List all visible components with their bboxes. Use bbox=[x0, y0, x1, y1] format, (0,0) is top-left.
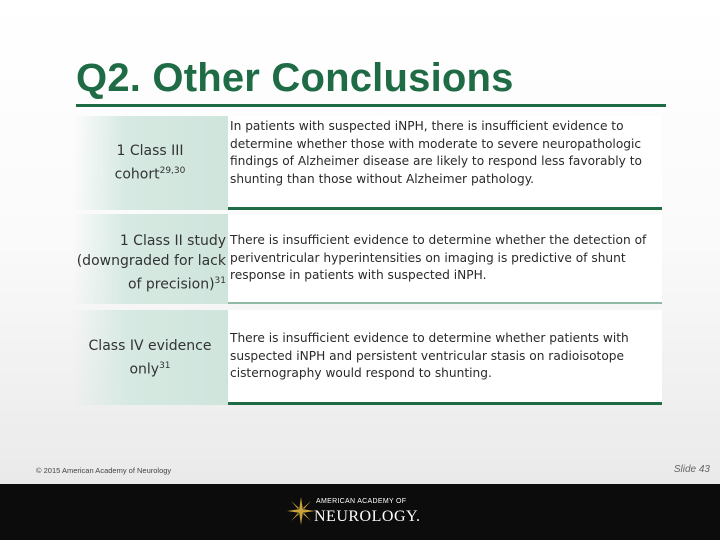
slide-title: Q2. Other Conclusions bbox=[76, 56, 514, 100]
conclusion-cell-2 bbox=[228, 214, 662, 304]
conclusion-cell-3 bbox=[228, 310, 662, 405]
logo-tagline: AMERICAN ACADEMY OF bbox=[316, 498, 407, 505]
evidence-label-1: 1 Class III cohort$^{29,30}$ bbox=[114, 143, 186, 183]
conclusion-text-3: There is insufficient evidence to determine whether patients with suspected iNPH and persistent ventricular stasis on radioisotope cisternography would respond to shunting. bbox=[230, 331, 629, 380]
row-divider-2 bbox=[228, 302, 662, 304]
evidence-cell-1 bbox=[72, 116, 228, 210]
evidence-cell-3 bbox=[72, 310, 228, 405]
slide-number: Slide 43 bbox=[673, 464, 710, 475]
logo-wordmark: NEUROLOGY. bbox=[314, 508, 421, 525]
row-divider-3 bbox=[228, 402, 662, 405]
evidence-label-3: Class IV evidence only$^{31}$ bbox=[88, 337, 212, 378]
evidence-label-2: 1 Class II study (downgraded for lack of precision)$^{31}$ bbox=[76, 233, 226, 293]
conclusion-row-3 bbox=[72, 310, 662, 405]
conclusion-row-2 bbox=[72, 214, 662, 304]
conclusion-text-1: In patients with suspected iNPH, there is insufficient evidence to determine whether those with moderate to severe neuropathologic findings of Alzheimer disease are likely to respond less favorably to shunting than those without Alzheimer pathology. bbox=[230, 119, 642, 186]
conclusion-row-1 bbox=[72, 116, 662, 210]
conclusion-cell-1 bbox=[228, 116, 662, 210]
title-underline bbox=[76, 104, 666, 107]
copyright-notice: © 2015 American Academy of Neurology bbox=[36, 466, 172, 475]
row-divider-1 bbox=[228, 207, 662, 210]
evidence-cell-2 bbox=[72, 214, 228, 304]
conclusion-text-2: There is insufficient evidence to determine whether the detection of periventricular hyperintensities on imaging is predictive of shunt response in patients with suspected iNPH. bbox=[230, 233, 647, 282]
starburst-icon bbox=[286, 496, 316, 526]
aan-logo bbox=[286, 494, 426, 530]
